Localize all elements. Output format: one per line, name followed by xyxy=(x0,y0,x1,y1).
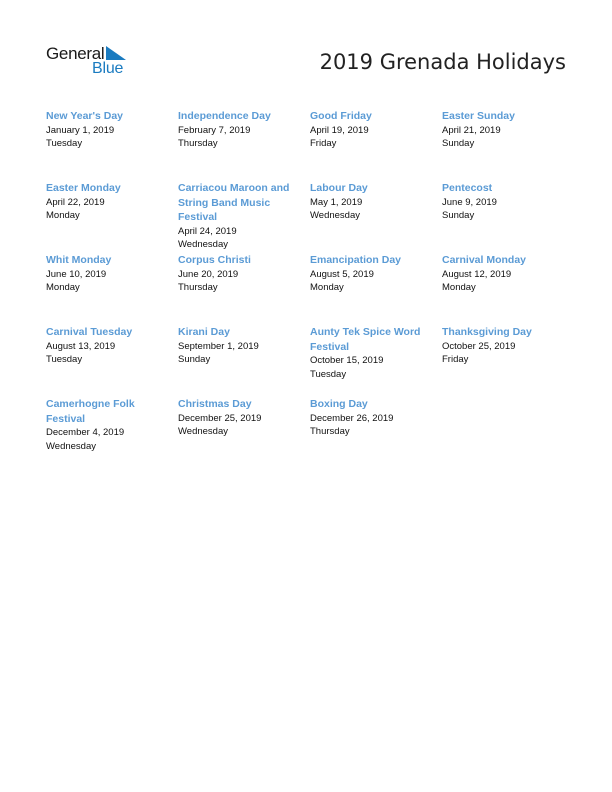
holiday-item xyxy=(442,181,574,253)
holiday-date: June 20, 2019 xyxy=(178,268,239,280)
holiday-date: April 24, 2019 xyxy=(178,225,237,237)
holiday-weekday: Wednesday xyxy=(46,440,96,452)
holiday-item xyxy=(178,397,310,469)
holiday-name: Emancipation Day xyxy=(310,254,402,266)
holiday-item xyxy=(46,325,178,397)
holiday-date: April 21, 2019 xyxy=(442,124,501,136)
logo-text-blue: Blue xyxy=(92,60,124,77)
holiday-name: Pentecost xyxy=(442,182,493,194)
holiday-weekday: Thursday xyxy=(310,426,350,437)
logo-text-general: General xyxy=(46,44,105,63)
holiday-date: September 1, 2019 xyxy=(178,340,259,352)
holiday-item xyxy=(46,181,178,253)
holiday-name: Easter Monday xyxy=(46,182,121,194)
holiday-weekday: Wednesday xyxy=(178,426,228,437)
holiday-item xyxy=(442,109,574,181)
holiday-item xyxy=(310,397,442,469)
holiday-weekday: Wednesday xyxy=(310,210,360,221)
page-title: 2019 Grenada Holidays xyxy=(319,50,566,74)
holiday-name: Carnival Tuesday xyxy=(46,326,133,338)
holiday-item xyxy=(310,181,442,253)
holiday-weekday: Thursday xyxy=(178,138,218,149)
holiday-date: October 25, 2019 xyxy=(442,340,516,352)
holiday-item xyxy=(178,253,310,325)
holiday-weekday: Friday xyxy=(442,354,469,365)
holiday-weekday: Monday xyxy=(46,282,80,293)
holiday-name: Labour Day xyxy=(310,182,368,194)
holiday-name: Easter Sunday xyxy=(442,110,515,122)
holiday-item xyxy=(310,325,442,397)
holiday-name: Whit Monday xyxy=(46,254,112,266)
holiday-name: Good Friday xyxy=(310,110,372,122)
holiday-date: August 5, 2019 xyxy=(310,268,374,280)
holiday-weekday: Tuesday xyxy=(310,368,347,380)
holiday-item xyxy=(442,325,574,397)
holiday-name: Christmas Day xyxy=(178,398,252,410)
holiday-date: June 10, 2019 xyxy=(46,268,107,280)
holiday-date: May 1, 2019 xyxy=(310,196,363,208)
holiday-name: Camerhogne Folk Festival xyxy=(46,398,135,425)
holiday-item xyxy=(178,325,310,397)
holiday-item xyxy=(442,253,574,325)
holiday-weekday: Sunday xyxy=(442,210,475,221)
holiday-grid xyxy=(46,109,574,469)
holiday-weekday: Wednesday xyxy=(178,239,228,250)
holiday-item xyxy=(310,109,442,181)
holiday-weekday: Friday xyxy=(310,138,337,149)
logo-triangle-icon xyxy=(106,46,126,60)
holiday-weekday: Tuesday xyxy=(46,354,83,365)
holiday-name: Aunty Tek Spice Word Festival xyxy=(310,326,421,353)
holiday-name: New Year's Day xyxy=(46,110,124,122)
holiday-date: December 25, 2019 xyxy=(178,412,262,424)
holiday-item xyxy=(46,253,178,325)
holiday-date: August 13, 2019 xyxy=(46,340,116,352)
holiday-name: Carriacou Maroon and String Band Music Festival xyxy=(178,182,290,223)
holiday-weekday: Sunday xyxy=(178,354,211,365)
holiday-weekday: Monday xyxy=(310,282,344,293)
holiday-name: Carnival Monday xyxy=(442,254,527,266)
holiday-date: December 26, 2019 xyxy=(310,412,394,424)
holiday-name: Kirani Day xyxy=(178,326,230,338)
holiday-name: Thanksgiving Day xyxy=(442,326,532,338)
holiday-date: January 1, 2019 xyxy=(46,124,115,136)
holiday-date: April 19, 2019 xyxy=(310,124,369,136)
holiday-date: February 7, 2019 xyxy=(178,124,251,136)
holiday-item xyxy=(46,397,178,469)
holiday-date: October 15, 2019 xyxy=(310,355,384,366)
holiday-date: December 4, 2019 xyxy=(46,427,125,438)
holiday-date: April 22, 2019 xyxy=(46,196,105,208)
holiday-item xyxy=(46,109,178,181)
holiday-name: Boxing Day xyxy=(310,398,368,410)
holiday-item xyxy=(310,253,442,325)
holiday-weekday: Tuesday xyxy=(46,138,83,149)
holiday-weekday: Thursday xyxy=(178,282,218,293)
holiday-name: Corpus Christi xyxy=(178,254,251,266)
holiday-item xyxy=(178,109,310,181)
holiday-item xyxy=(178,181,310,253)
holiday-name: Independence Day xyxy=(178,110,271,122)
holiday-date: August 12, 2019 xyxy=(442,268,512,280)
holiday-weekday: Sunday xyxy=(442,138,475,149)
holiday-weekday: Monday xyxy=(442,282,476,293)
brand-logo xyxy=(46,44,136,80)
holiday-weekday: Monday xyxy=(46,210,80,221)
holiday-date: June 9, 2019 xyxy=(442,196,497,208)
